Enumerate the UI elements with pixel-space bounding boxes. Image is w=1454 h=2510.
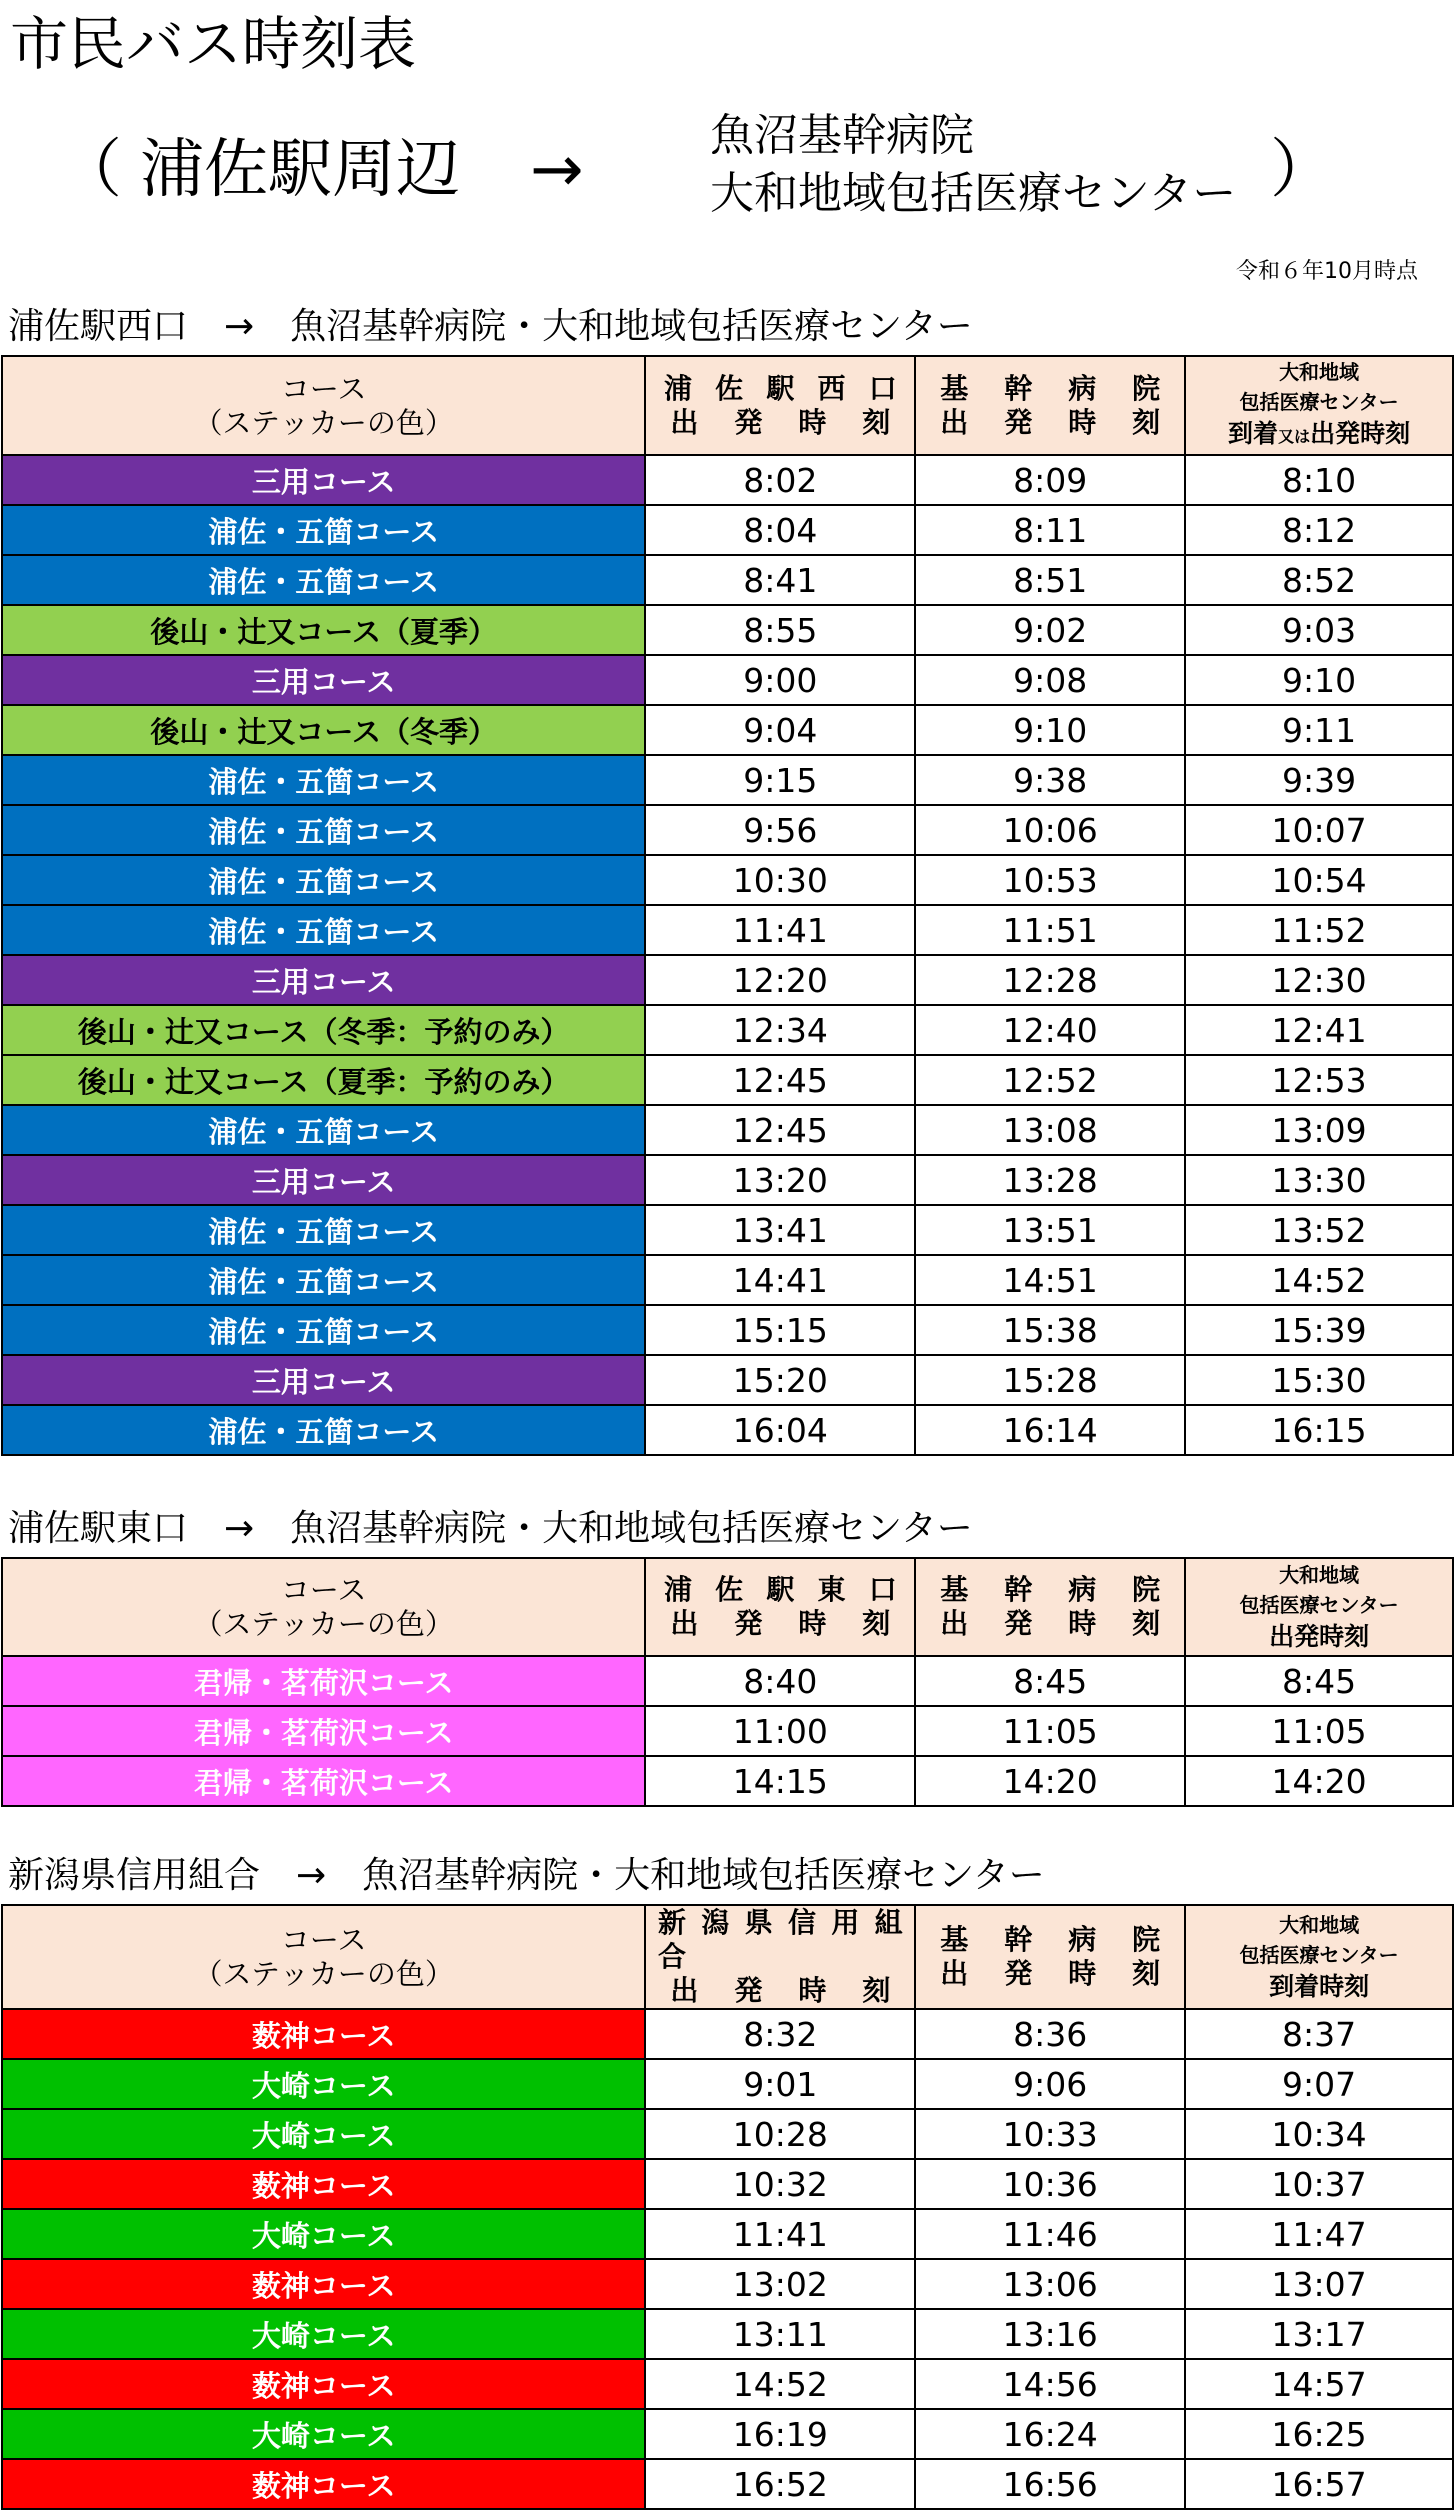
- stop-depart-time: 10:30: [645, 855, 915, 905]
- table-row: [2, 955, 1453, 1005]
- depart-time-label: [916, 406, 1184, 440]
- stop-depart-time: 8:55: [645, 605, 915, 655]
- course-header-line2: （ステッカーの色）: [193, 1607, 454, 1641]
- stop-name-char: 組: [874, 1906, 903, 1939]
- course-name: 三用コース: [2, 955, 645, 1005]
- table-row: [2, 1405, 1453, 1455]
- section-title: 新潟県信用組合 → 魚沼基幹病院・大和地域包括医療センター: [8, 1855, 1045, 1896]
- hospital-depart-time: 10:06: [915, 805, 1185, 855]
- destination-time: 10:07: [1185, 805, 1453, 855]
- destination-time: 13:09: [1185, 1105, 1453, 1155]
- hospital-depart-time: 12:40: [915, 1005, 1185, 1055]
- course-name: 薮神コース: [2, 2459, 645, 2509]
- destination-time-label-or: 又は: [1278, 427, 1311, 446]
- stop-depart-time: 8:40: [645, 1656, 915, 1706]
- hospital-depart-header: [915, 1905, 1185, 2009]
- hospital-depart-time: 13:28: [915, 1155, 1185, 1205]
- table-row: [2, 805, 1453, 855]
- hospital-name: [916, 1923, 1184, 1957]
- destination-time: 8:52: [1185, 555, 1453, 605]
- destination-time: 13:52: [1185, 1205, 1453, 1255]
- depart-time-label-char: 発: [1004, 1607, 1033, 1640]
- destination-time: 15:39: [1185, 1305, 1453, 1355]
- destination-time: 11:05: [1185, 1706, 1453, 1756]
- course-name: 大崎コース: [2, 2409, 645, 2459]
- as-of-date: 令和６年10月時点: [1236, 259, 1418, 284]
- destination-time-label: [1186, 1970, 1452, 2004]
- hospital-depart-time: 13:06: [915, 2259, 1185, 2309]
- table-row: [2, 2259, 1453, 2309]
- destination-time: 9:39: [1185, 755, 1453, 805]
- depart-time-label-char: 刻: [1132, 1607, 1161, 1640]
- hospital-name-char: 基: [940, 371, 969, 405]
- stop-depart-time: 12:20: [645, 955, 915, 1005]
- stop-name-char: 口: [868, 1573, 897, 1606]
- stop-name-char: 佐: [715, 1573, 744, 1606]
- course-name: 三用コース: [2, 1155, 645, 1205]
- depart-time-label-char: 時: [1068, 405, 1097, 439]
- destination-time-label-pre: 出発時刻: [1269, 1622, 1370, 1651]
- depart-time-label-char: 出: [670, 1974, 699, 2007]
- hospital-depart-time: 15:28: [915, 1355, 1185, 1405]
- hospital-depart-time: 12:52: [915, 1055, 1185, 1105]
- stop-depart-time: 16:19: [645, 2409, 915, 2459]
- stop-name-char: 新: [658, 1906, 687, 1939]
- table-row: [2, 1255, 1453, 1305]
- hospital-depart-time: 13:16: [915, 2309, 1185, 2359]
- destination-time: 14:57: [1185, 2359, 1453, 2409]
- depart-time-label-char: 発: [734, 405, 763, 439]
- stop-name: [646, 1906, 914, 1974]
- hospital-depart-time: 14:56: [915, 2359, 1185, 2409]
- course-name: 薮神コース: [2, 2159, 645, 2209]
- stop-depart-time: 12:45: [645, 1105, 915, 1155]
- route-arrow-icon: →: [530, 133, 584, 207]
- table-row: [2, 2309, 1453, 2359]
- course-name: 薮神コース: [2, 2009, 645, 2059]
- course-name: 浦佐・五箇コース: [2, 1405, 645, 1455]
- destination-time: 8:37: [1185, 2009, 1453, 2059]
- depart-time-label-char: 刻: [862, 1607, 891, 1640]
- depart-time-label-char: 時: [1068, 1607, 1097, 1640]
- stop-name-char: 駅: [766, 371, 795, 405]
- course-name: 君帰・茗荷沢コース: [2, 1656, 645, 1706]
- hospital-name-char: 幹: [1004, 1573, 1033, 1606]
- stop-name-char: 潟: [701, 1906, 730, 1939]
- timetable: [1, 1904, 1454, 2510]
- destination-time: 16:25: [1185, 2409, 1453, 2459]
- destination-time: 11:52: [1185, 905, 1453, 955]
- destination-time: 8:12: [1185, 505, 1453, 555]
- page-title: 市民バス時刻表: [10, 10, 417, 78]
- course-name: 大崎コース: [2, 2209, 645, 2259]
- depart-time-label-char: 出: [670, 1607, 699, 1640]
- stop-depart-time: 16:04: [645, 1405, 915, 1455]
- hospital-depart-time: 10:36: [915, 2159, 1185, 2209]
- destination-time-label: [1186, 1620, 1452, 1654]
- depart-time-label-char: 時: [1068, 1957, 1097, 1990]
- stop-depart-time: 15:20: [645, 1355, 915, 1405]
- hospital-depart-time: 9:08: [915, 655, 1185, 705]
- destination-time: 8:45: [1185, 1656, 1453, 1706]
- course-header: [2, 356, 645, 455]
- stop-depart-time: 12:45: [645, 1055, 915, 1105]
- course-header-line1: コース: [280, 371, 367, 406]
- table-row: [2, 1105, 1453, 1155]
- stop-name-char: 東: [817, 1573, 846, 1606]
- route-close-bracket: ）: [1270, 133, 1334, 207]
- stop-name-char: 県: [744, 1906, 773, 1939]
- depart-time-label-char: 発: [1004, 1957, 1033, 1990]
- table-row: [2, 705, 1453, 755]
- destination-time: 9:03: [1185, 605, 1453, 655]
- course-header-line2: （ステッカーの色）: [193, 405, 454, 440]
- hospital-depart-time: 14:51: [915, 1255, 1185, 1305]
- hospital-depart-time: 16:14: [915, 1405, 1185, 1455]
- destination-time: 9:07: [1185, 2059, 1453, 2109]
- table-row: [2, 2159, 1453, 2209]
- destination-name-1: 大和地域: [1279, 360, 1360, 384]
- stop-name-char: 用: [831, 1906, 860, 1939]
- course-name: 浦佐・五箇コース: [2, 1305, 645, 1355]
- table-row: [2, 555, 1453, 605]
- route-destination-2: 大和地域包括医療センター: [710, 168, 1237, 219]
- timetable: [1, 355, 1454, 1456]
- depart-time-label-char: 発: [734, 1607, 763, 1640]
- course-name: 浦佐・五箇コース: [2, 805, 645, 855]
- hospital-depart-time: 10:33: [915, 2109, 1185, 2159]
- course-name: 三用コース: [2, 1355, 645, 1405]
- depart-time-label-char: 刻: [1132, 405, 1161, 439]
- depart-time-label-char: 時: [798, 1607, 827, 1640]
- course-name: 浦佐・五箇コース: [2, 505, 645, 555]
- stop-name-char: 西: [817, 371, 846, 405]
- table-row: [2, 655, 1453, 705]
- destination-time-label: [1186, 417, 1452, 454]
- destination-time: 13:30: [1185, 1155, 1453, 1205]
- table-row: [2, 1205, 1453, 1255]
- hospital-name-char: 基: [940, 1923, 969, 1956]
- route-origin: 浦佐駅周辺: [140, 133, 460, 207]
- hospital-depart-time: 16:24: [915, 2409, 1185, 2459]
- course-name: 君帰・茗荷沢コース: [2, 1706, 645, 1756]
- hospital-depart-time: 9:06: [915, 2059, 1185, 2109]
- stop-name-char: 合: [658, 1940, 687, 1973]
- table-row: [2, 1355, 1453, 1405]
- course-name: 浦佐・五箇コース: [2, 855, 645, 905]
- hospital-depart-time: 11:46: [915, 2209, 1185, 2259]
- depart-time-label-char: 発: [734, 1974, 763, 2007]
- hospital-depart-time: 9:10: [915, 705, 1185, 755]
- stop-name: [646, 1573, 914, 1607]
- course-header: [2, 1558, 645, 1656]
- destination-name-2: 包括医療センター: [1239, 1943, 1399, 1967]
- destination-name-1: 大和地域: [1279, 1563, 1360, 1587]
- stop-depart-time: 14:15: [645, 1756, 915, 1806]
- stop-depart-time: 8:04: [645, 505, 915, 555]
- destination-time: 14:52: [1185, 1255, 1453, 1305]
- table-row: [2, 2459, 1453, 2509]
- course-header: [2, 1905, 645, 2009]
- course-name: 浦佐・五箇コース: [2, 1205, 645, 1255]
- hospital-depart-time: 11:51: [915, 905, 1185, 955]
- stop-depart-header: [645, 356, 915, 455]
- course-name: 大崎コース: [2, 2309, 645, 2359]
- course-name: 三用コース: [2, 455, 645, 505]
- table-row: [2, 905, 1453, 955]
- table-row: [2, 1155, 1453, 1205]
- depart-time-label-char: 出: [940, 1607, 969, 1640]
- stop-depart-time: 11:41: [645, 2209, 915, 2259]
- hospital-depart-time: 8:11: [915, 505, 1185, 555]
- header-row: [2, 1558, 1453, 1656]
- hospital-name-char: 病: [1068, 371, 1097, 405]
- stop-depart-header: [645, 1558, 915, 1656]
- hospital-depart-time: 14:20: [915, 1756, 1185, 1806]
- stop-depart-time: 9:00: [645, 655, 915, 705]
- depart-time-label-char: 発: [1004, 405, 1033, 439]
- destination-header: [1185, 1558, 1453, 1656]
- depart-time-label: [646, 1974, 914, 2008]
- course-name: 浦佐・五箇コース: [2, 1255, 645, 1305]
- stop-depart-time: 9:56: [645, 805, 915, 855]
- destination-time-label-pre: 到着: [1228, 419, 1279, 448]
- depart-time-label-char: 刻: [862, 1974, 891, 2007]
- hospital-depart-time: 8:51: [915, 555, 1185, 605]
- table-row: [2, 1756, 1453, 1806]
- destination-time: 13:17: [1185, 2309, 1453, 2359]
- course-name: 大崎コース: [2, 2109, 645, 2159]
- stop-depart-time: 13:41: [645, 1205, 915, 1255]
- course-name: 後山・辻又コース（冬季）: [2, 705, 645, 755]
- table-row: [2, 1005, 1453, 1055]
- hospital-depart-time: 12:28: [915, 955, 1185, 1005]
- destination-name-2: 包括医療センター: [1239, 390, 1399, 414]
- course-name: 薮神コース: [2, 2259, 645, 2309]
- stop-depart-time: 8:32: [645, 2009, 915, 2059]
- table-row: [2, 1706, 1453, 1756]
- stop-depart-header: [645, 1905, 915, 2009]
- depart-time-label: [916, 1607, 1184, 1641]
- stop-depart-time: 9:15: [645, 755, 915, 805]
- section-title: 浦佐駅東口 → 魚沼基幹病院・大和地域包括医療センター: [8, 1508, 973, 1549]
- depart-time-label-char: 出: [670, 405, 699, 439]
- destination-time-label-post: 出発時刻: [1310, 419, 1411, 448]
- course-name: 三用コース: [2, 655, 645, 705]
- depart-time-label-char: 出: [940, 1957, 969, 1990]
- stop-depart-time: 8:41: [645, 555, 915, 605]
- table-row: [2, 2109, 1453, 2159]
- hospital-depart-time: 11:05: [915, 1706, 1185, 1756]
- course-header-line1: コース: [280, 1923, 367, 1957]
- header-row: [2, 1905, 1453, 2009]
- stop-name-char: 駅: [766, 1573, 795, 1606]
- stop-depart-time: 8:02: [645, 455, 915, 505]
- destination-time: 8:10: [1185, 455, 1453, 505]
- destination-time: 15:30: [1185, 1355, 1453, 1405]
- depart-time-label: [646, 406, 914, 440]
- destination-time: 12:53: [1185, 1055, 1453, 1105]
- hospital-depart-time: 8:36: [915, 2009, 1185, 2059]
- hospital-depart-time: 8:45: [915, 1656, 1185, 1706]
- stop-depart-time: 10:32: [645, 2159, 915, 2209]
- depart-time-label: [646, 1607, 914, 1641]
- hospital-depart-time: 9:38: [915, 755, 1185, 805]
- table-row: [2, 2209, 1453, 2259]
- stop-depart-time: 11:00: [645, 1706, 915, 1756]
- stop-depart-time: 13:11: [645, 2309, 915, 2359]
- hospital-depart-time: 16:56: [915, 2459, 1185, 2509]
- course-name: 後山・辻又コース（冬季：予約のみ）: [2, 1005, 645, 1055]
- course-name: 浦佐・五箇コース: [2, 555, 645, 605]
- destination-header: [1185, 356, 1453, 455]
- course-name: 後山・辻又コース（夏季）: [2, 605, 645, 655]
- stop-depart-time: 13:02: [645, 2259, 915, 2309]
- destination-time: 14:20: [1185, 1756, 1453, 1806]
- course-header-line1: コース: [280, 1573, 367, 1607]
- route-open-bracket: （: [58, 133, 122, 207]
- table-row: [2, 755, 1453, 805]
- table-row: [2, 605, 1453, 655]
- course-name: 浦佐・五箇コース: [2, 905, 645, 955]
- table-row: [2, 505, 1453, 555]
- destination-time: 10:37: [1185, 2159, 1453, 2209]
- table-row: [2, 855, 1453, 905]
- stop-name-char: 浦: [664, 371, 693, 405]
- course-name: 君帰・茗荷沢コース: [2, 1756, 645, 1806]
- hospital-depart-header: [915, 1558, 1185, 1656]
- hospital-name-char: 基: [940, 1573, 969, 1606]
- destination-time: 12:41: [1185, 1005, 1453, 1055]
- hospital-name-char: 院: [1132, 1573, 1161, 1606]
- stop-name-char: 佐: [715, 371, 744, 405]
- table-row: [2, 2059, 1453, 2109]
- hospital-depart-time: 13:51: [915, 1205, 1185, 1255]
- stop-depart-time: 13:20: [645, 1155, 915, 1205]
- hospital-name-char: 病: [1068, 1573, 1097, 1606]
- destination-time: 10:54: [1185, 855, 1453, 905]
- hospital-depart-header: [915, 356, 1185, 455]
- hospital-depart-time: 10:53: [915, 855, 1185, 905]
- destination-time: 12:30: [1185, 955, 1453, 1005]
- hospital-name: [916, 1573, 1184, 1607]
- route-destination-1: 魚沼基幹病院: [710, 110, 974, 161]
- hospital-name-char: 院: [1132, 1923, 1161, 1956]
- stop-name-char: 口: [868, 371, 897, 405]
- destination-time: 11:47: [1185, 2209, 1453, 2259]
- course-name: 浦佐・五箇コース: [2, 755, 645, 805]
- stop-depart-time: 12:34: [645, 1005, 915, 1055]
- table-row: [2, 455, 1453, 505]
- table-row: [2, 1055, 1453, 1105]
- hospital-depart-time: 9:02: [915, 605, 1185, 655]
- course-name: 後山・辻又コース（夏季：予約のみ）: [2, 1055, 645, 1105]
- stop-depart-time: 9:01: [645, 2059, 915, 2109]
- stop-depart-time: 15:15: [645, 1305, 915, 1355]
- hospital-name-char: 幹: [1004, 371, 1033, 405]
- depart-time-label-char: 刻: [1132, 1957, 1161, 1990]
- hospital-name-char: 幹: [1004, 1923, 1033, 1956]
- header-row: [2, 356, 1453, 455]
- destination-time: 9:10: [1185, 655, 1453, 705]
- destination-time: 16:15: [1185, 1405, 1453, 1455]
- stop-depart-time: 10:28: [645, 2109, 915, 2159]
- stop-depart-time: 14:52: [645, 2359, 915, 2409]
- destination-name-1: 大和地域: [1279, 1913, 1360, 1937]
- stop-depart-time: 14:41: [645, 1255, 915, 1305]
- destination-name-2: 包括医療センター: [1239, 1593, 1399, 1617]
- depart-time-label-char: 時: [798, 1974, 827, 2007]
- destination-time: 9:11: [1185, 705, 1453, 755]
- destination-time: 16:57: [1185, 2459, 1453, 2509]
- table-row: [2, 2409, 1453, 2459]
- destination-header: [1185, 1905, 1453, 2009]
- table-row: [2, 1656, 1453, 1706]
- stop-name-char: 信: [788, 1906, 817, 1939]
- hospital-depart-time: 15:38: [915, 1305, 1185, 1355]
- destination-time: 10:34: [1185, 2109, 1453, 2159]
- stop-name: [646, 372, 914, 406]
- table-row: [2, 2359, 1453, 2409]
- hospital-name-char: 病: [1068, 1923, 1097, 1956]
- hospital-depart-time: 8:09: [915, 455, 1185, 505]
- course-name: 浦佐・五箇コース: [2, 1105, 645, 1155]
- hospital-name: [916, 372, 1184, 406]
- section-title: 浦佐駅西口 → 魚沼基幹病院・大和地域包括医療センター: [8, 306, 973, 347]
- stop-depart-time: 9:04: [645, 705, 915, 755]
- table-row: [2, 1305, 1453, 1355]
- depart-time-label-char: 時: [798, 405, 827, 439]
- hospital-name-char: 院: [1132, 371, 1161, 405]
- depart-time-label-char: 出: [940, 405, 969, 439]
- timetable: [1, 1557, 1454, 1807]
- depart-time-label-char: 刻: [862, 405, 891, 439]
- stop-name-char: 浦: [664, 1573, 693, 1606]
- stop-depart-time: 16:52: [645, 2459, 915, 2509]
- stop-depart-time: 11:41: [645, 905, 915, 955]
- destination-time-label-pre: 到着時刻: [1269, 1972, 1370, 2001]
- course-name: 大崎コース: [2, 2059, 645, 2109]
- hospital-depart-time: 13:08: [915, 1105, 1185, 1155]
- destination-time: 13:07: [1185, 2259, 1453, 2309]
- course-name: 薮神コース: [2, 2359, 645, 2409]
- course-header-line2: （ステッカーの色）: [193, 1957, 454, 1991]
- depart-time-label: [916, 1957, 1184, 1991]
- table-row: [2, 2009, 1453, 2059]
